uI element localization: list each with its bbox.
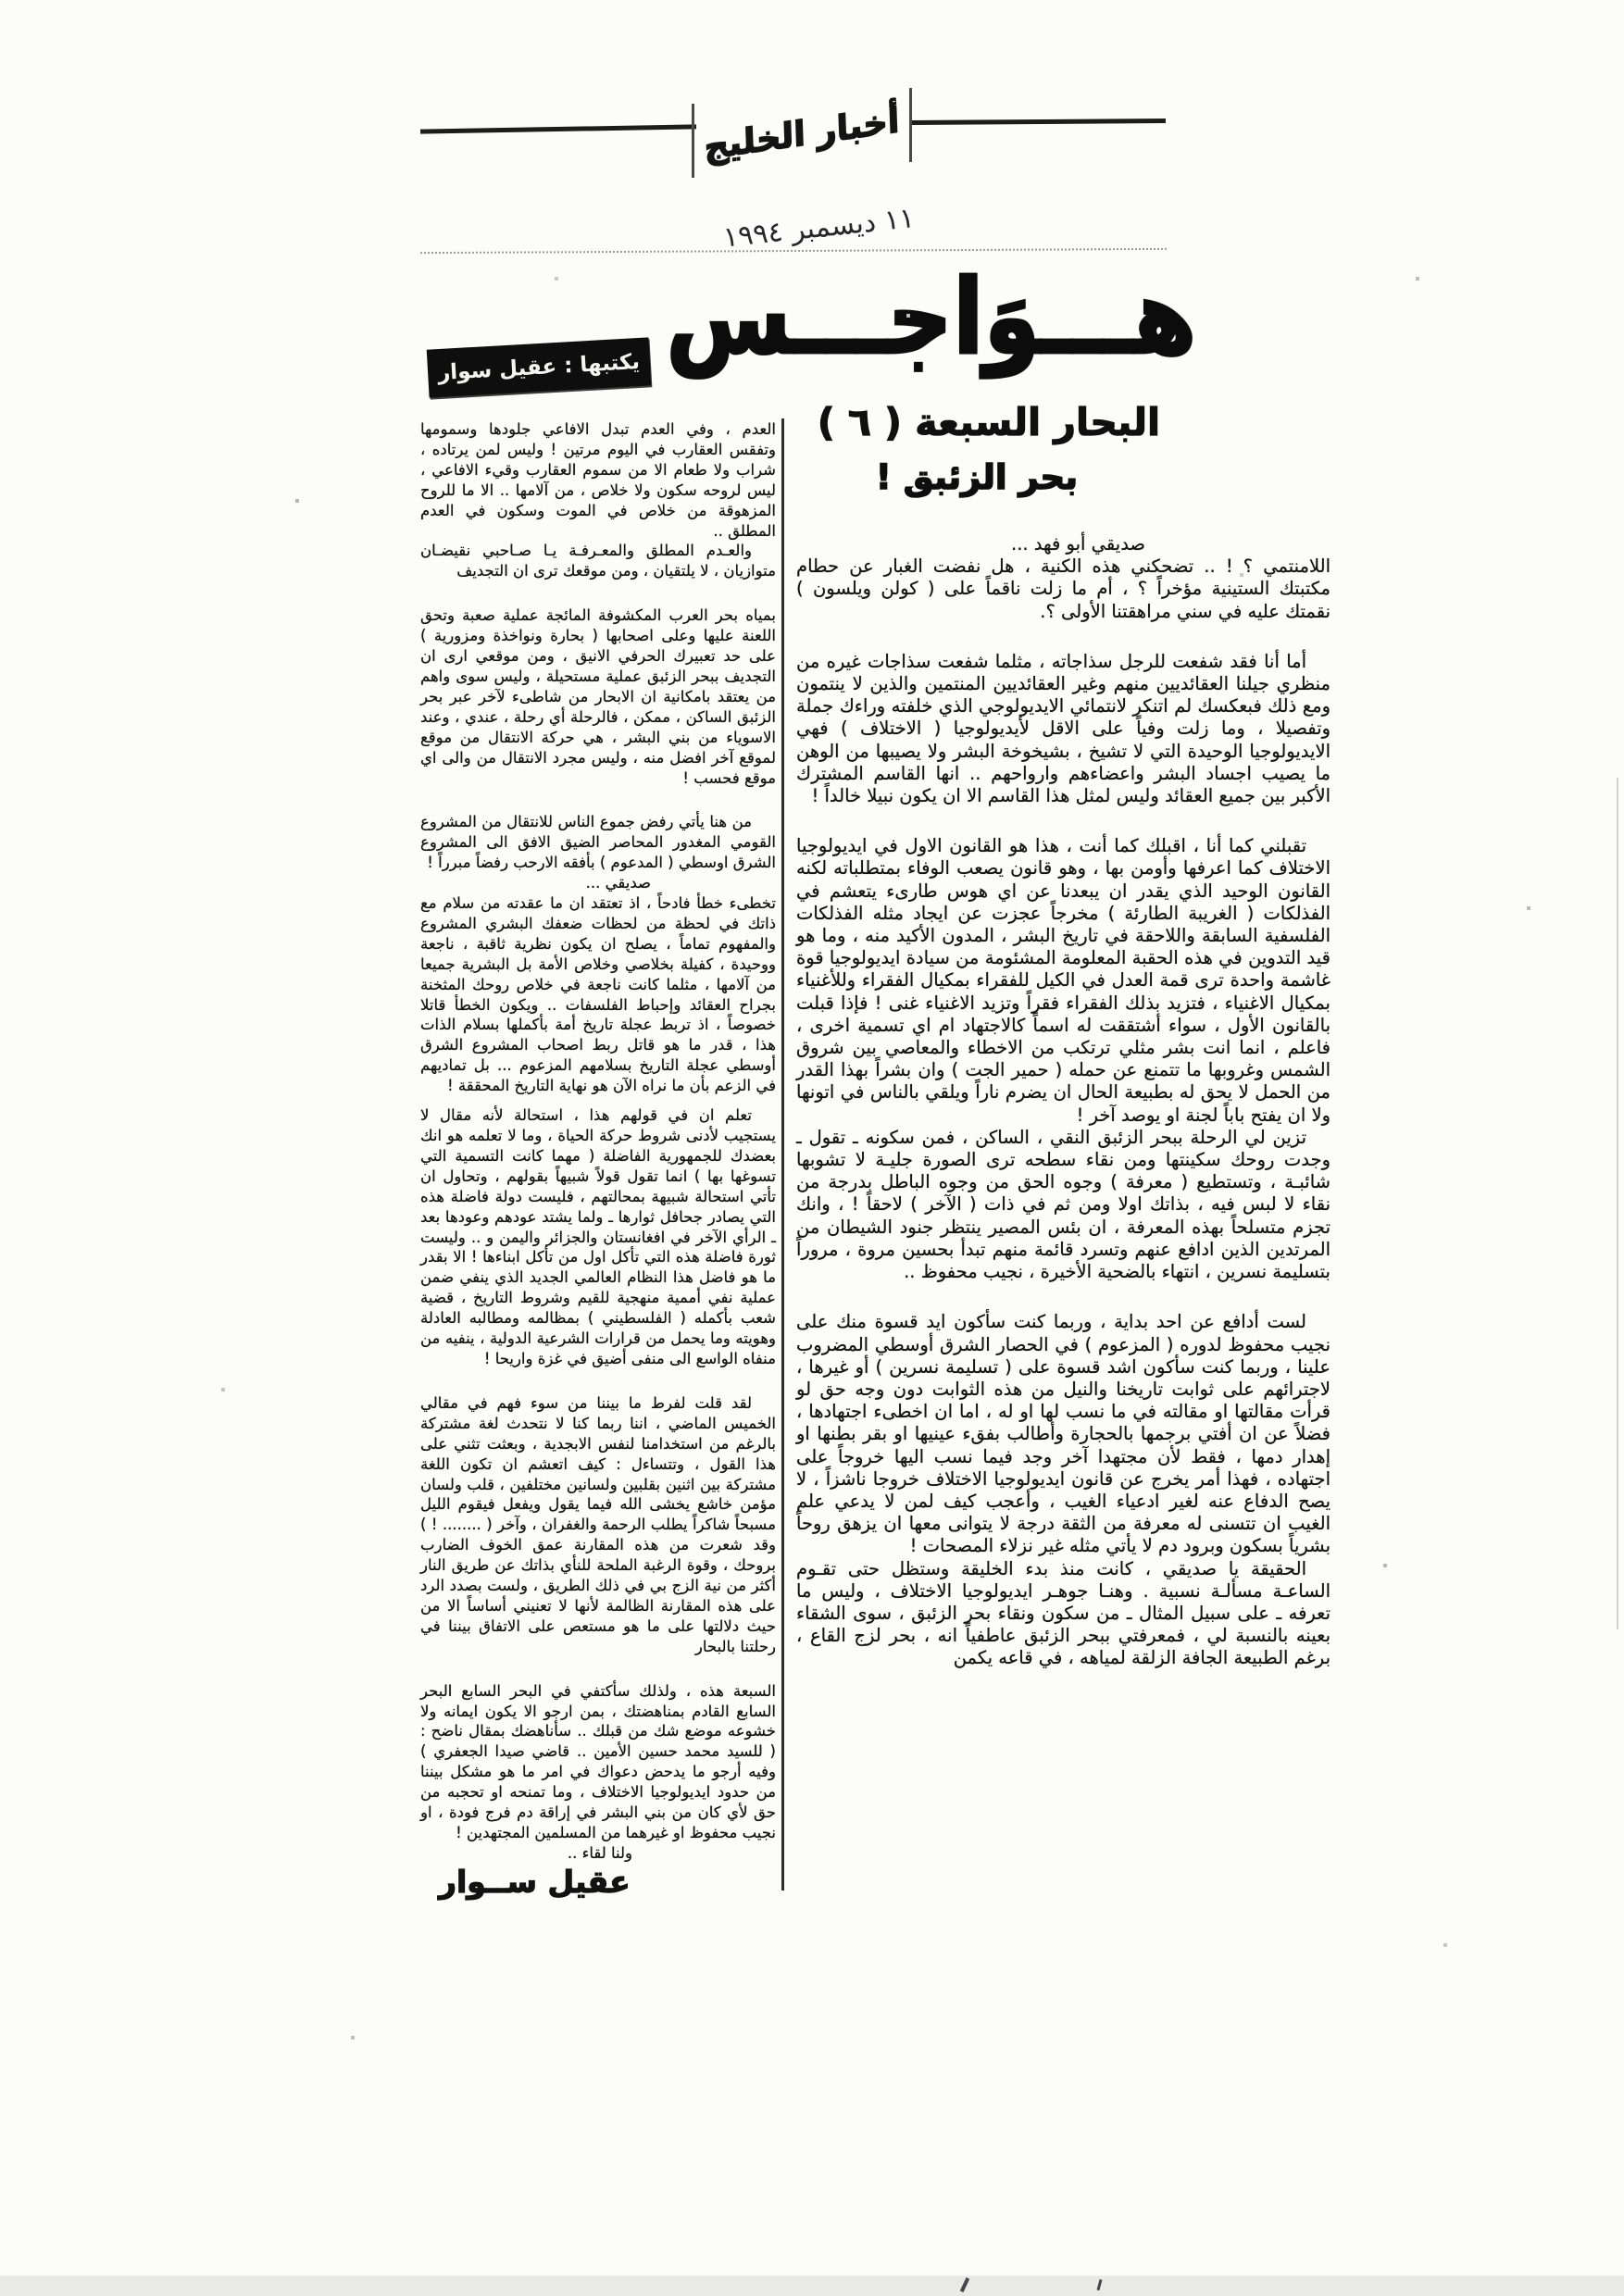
newspaper-logo: أخبار الخليج	[703, 99, 901, 168]
paragraph: صديقي ...	[585, 874, 651, 892]
paragraph: بمياه بحر العرب المكشوفة المائجة عملية صعبة وتحق اللعنة عليها وعلى اصحابها ( بحارة ونواخذة ومزورية ) على حد تعبيرك الحرفي الانيق ، ومن موقعي ارى ان التجديف ببحر الزئبق عملية مستحيلة ، وليس سوى واهم من يعتقد بامكانية ان الابحار من شاطىء لآخر عبر بحر الزئبق الساكن ، ممكن ، فالرحلة أي رحلة ، عندي ، وعند الاسوياء من بني البشر ، هي حركة الانتقال من موقع لموقع آخر افضل منه ، وليس مجرد الانتقال من والى اي موقع فحسب !	[420, 606, 776, 787]
paragraph: صديقي أبو فهد ...	[1011, 533, 1145, 555]
paragraph: اللامنتمي ؟ ! .. تضحكني هذه الكنية ، هل نفضت الغبار عن حطام مكتبتك الستينية مؤخراً ؟ ، أم ما زلت ناقماً على ( كولن ويلسون ) نقمتك عليه في سني مراهقتنا الأولى ؟.	[796, 555, 1330, 622]
series-title: البحار السبعة ( ٦ )	[817, 400, 1161, 444]
scan-bottom-edge	[0, 2276, 1624, 2296]
header-rule-left	[420, 124, 696, 133]
paragraph: أما أنا فقد شفعت للرجل سذاجاته ، مثلما شفعت سذاجات غيره من منظري جيلنا العقائديين منهم وغير العقائديين المنتمين والذين لا ينتمون ومع ذلك فبعكسك لم اتنكر لانتمائي الايديولوجي الذي خلفته وراءك جملة وتفصيلا ، وما زلت وفياً على الاقل لأيديولوجيا ( الاختلاف ) فهي الايديولوجيا الوحيدة التي لا تشيخ ، بشيخوخة البشر ولا يصيبها من الوهن ما يصيب اجساد البشر واعضاءهم وارواحهم .. انها القاسم المشترك الأكبر بين جميع العقائد وليس لمثل هذا القاسم الا ان يكون نبيلا خالداً !	[796, 650, 1330, 807]
article-right-column	[796, 533, 1330, 1670]
author-signature: عقيل ســوار	[439, 1863, 631, 1900]
paragraph: والعـدم المطلق والمعـرفـة يـا صـاحبي نقيضـان متوازيان ، لا يلتقيان ، ومن موقعك ترى ان التجديف	[420, 542, 776, 580]
paragraph: السبعة هذه ، ولذلك سأكتفي في البحر السابع البحر السابع القادم بمناهضتك ، بمن ارجو الا يكون ايمانه ولا خشوعه موضع شك من قبلك .. سأناهضك بمقال ناضح : ( للسيد محمد حسين الأمين .. قاضي صيدا الجعفري ) وفيه أرجو ما يدحض دعواك في امر ما هو مشكل بيننا من حدود ايديولوجيا الاختلاف ، وما تمنحه او تحجبه من حق لأي كان من بني البشر في إراقة دم فرج فودة ، او نجيب محفوظ او غيرهما من المسلمين المجتهدين !	[420, 1681, 776, 1841]
column-title: هـــوَاجـــس	[666, 256, 1197, 378]
masthead-right-edge	[909, 88, 912, 162]
handwritten-date: ١١ ديسمبر ١٩٩٤	[721, 202, 917, 255]
article-left-column	[420, 419, 776, 1901]
paragraph: تقبلني كما أنا ، اقبلك كما أنت ، هذا هو القانون الاول في ايديولوجيا الاختلاف كما اعرفها وأومن بها ، وهو قانون يصعب الوفاء بمتطلباته لكنه القانون الوحيد الذي يقدر ان يبعدنا عن اي هوس طارىء يتعشم في الفذلكات ( الغريبة الطارئة ) مخرجاً عجزت عن ايجاد مثله الفذلكات الفلسفية السابقة واللاحقة في تاريخ البشر ، المدون الأكيد منه ، وما هو قيد التدوين في هذه الحقبة المعلومة المشئومة من سيادة ايديولوجيا قوة غاشمة واحدة ترى قمة العدل في الكيل للفقراء بمكيال الفقراء وللأغنياء بمكيال الاغنياء ، فتزيد بذلك الفقراء فقراً وتزيد الاغنياء غنى ! فإذا قبلت بالقانون الأول ، سواء أشتققت له اسماً كالاجتهاد ام اي تسمية اخرى ، فاعلم ، انما انت بشر مثلي ترتكب من الاخطاء والمعاصي بين شروق الشمس وغروبها ما تتمنع عن حمله ( حمير الجت ) وان بشراً بهذا القدر من الحمل لا يحق له بطبيعة الحال ان يضرم ناراً ويلقي بالناس في اتونها ولا ان يفتح باباً لجنة او يوصد آخر !	[796, 835, 1330, 1126]
article-title: بحر الزئبق !	[875, 457, 1079, 497]
paragraph: ولنا لقاء ..	[567, 1843, 632, 1862]
header-rule-right	[912, 119, 1166, 125]
paragraph: الحقيقة يا صديقي ، كانت منذ بدء الخليقة وستظل حتى تقـوم الساعـة مسألـة نسبية . وهنـا جوهـر ايديولوجيا الاختلاف ، وليس ما تعرفه ـ على سبيل المثال ـ من سكون ونقاء بحر الزئبق ، سوى الشقاء بعينه بالنسبة لي ، فمعرفتي ببحر الزئبق عاطفياً انه ، بحر لزج القاع ، برغم الطبيعة الجافة الزلقة لمياهه ، في قاعه يكمن	[796, 1557, 1330, 1669]
byline-text: يكتبها : عقيل سوار	[437, 349, 641, 386]
byline-box	[427, 337, 652, 397]
scan-right-edge-shadow	[1617, 778, 1618, 1629]
paragraph: لست أدافع عن احد بداية ، وربما كنت سأكون ايد قسوة منك على نجيب محفوظ لدوره ( المزعوم ) في الحصار الشرق أوسطي المضروب علينا ، وربما كنت سأكون اشد قسوة على ( تسليمة نسرين ) أو غيرها ، لاجترائهم على ثوابت تاريخنا والنيل من هذه الثوابت دون وجه حق لو قرأت مقالتها او مقالته في ما نسب لها او له ، اما ان اخطىء اجتهادها ، فضلاً عن ان أفتي برجمها بالحجارة وأطالب بفقء عينيها او بقر بطنها او إهدار دمها ، فقط لأن مجتهدا آخر وجد فيما نسب اليها خروجاً على اجتهاده ، فهذا أمر يخرج عن قانون ايديولوجيا الاختلاف خروجا ناشزاً ، لا يصح الدفاع عنه لغير ادعياء الغيب ، وأعجب كيف لمن لا يدعي علم الغيب ان تتسنى له معرفة من الثقة درجة لا يتوانى معها ان يزهق روحاً بشرياً بسكون وبرود دم لا يأتي مثله غير نزلاء المصحات !	[796, 1311, 1330, 1557]
left-column-paragraphs	[420, 419, 776, 1864]
paragraph: العدم ، وفي العدم تبدل الافاعي جلودها وسمومها وتفقس العقارب في اليوم مرتين ! وليس لمن يرتاده ، شراب ولا طعام الا من سموم العقارب وقيء الافاعي ، ليس لروحه سكون ولا خلاص ، من آلامها .. الا ما للروح المزهوقة من خلاص في الموت وسكون في العدم المطلق ..	[420, 420, 776, 540]
paragraph: تعلم ان في قولهم هذا ، استحالة لأنه مقال لا يستجيب لأدنى شروط حركة الحياة ، وما لا تعلمه هو انك بعضدك للجمهورية الفاضلة ( مهما كانت التسمية التي تسوغها بها ) انما تقول قولاً شبيهاً بقولهم ، وتحاول ان تأتي استحالة شبيهة بمحالتهم ، فليست دولة فاضلة هذه التي يصادر جحافل ثوارها ـ ولما يشتد عودهم وعودها بعد ـ الرأي الآخر في افغانستان والجزائر واليمن و .. وليست ثورة فاضلة هذه التي تأكل اول من تأكل ابناءها ! الا بقدر ما هو فاضل هذا النظام العالمي الجديد الذي ينفي ضمن عملية نفي أممية منهجية للقيم وشروط التاريخ ، قضية شعب بأكمله ( الفلسطيني ) بمظالمه ومطالبه العادلة وهويته وما يحمل من قرارات الشرعية الدولية ، ينفيه من منفاه الواسع الى منفى أضيق في غزة واريحا !	[420, 1106, 776, 1367]
paragraph: تخطىء خطأ فادحاً ، اذ تعتقد ان ما عقدته من سلام مع ذاتك في لحظة من لحظات ضعفك البشري المشروع والمفهوم تماماً ، يصلح ان يكون نظرية ثاقبة ، ناجعة ووحيدة ، كفيلة بخلاصي وخلاص الأمة بل البشرية جميعا من آلامها ، مثلما كانت ناجعة في خلاص روحك المثخنة بجراح العقائد وإحباط الفلسفات .. ويكون الخطأ قاتلا خصوصاً ، اذ تربط عجلة تاريخ أمة بأكملها بسلام الذات هذا ، قدر ما هو قاتل ربط اصحاب المشروع الشرق أوسطي عجلة التاريخ بسلامهم المزعوم ... بل تماديهم في الزعم بأن ما نراه الآن هو نهاية التاريخ المحققة !	[420, 894, 776, 1095]
column-divider-rule	[781, 418, 784, 1890]
scan-speckles	[0, 0, 2, 2]
paragraph: لقد قلت لفرط ما بيننا من سوء فهم في مقالي الخميس الماضي ، اننا ربما كنا لا نتحدث لغة مشتركة بالرغم من استخدامنا لنفس الابجدية ، وبعثت تثني على هذا القول ، وتتساءل : كيف اتعشم ان تكون اللغة مشتركة بين اثنين بقلبين ولسانين مختلفين ، قلب ولسان مؤمن خاشع يخشى الله فيما يقول ويفعل فيقوم الليل مسبحاً شاكراً يطلب الرحمة والغفران ، وآخر ( ........ ! ) وقد شعرت من هذه المقارنة عمق الخوف الضارب بروحك ، وقوة الرغبة الملحة للنأي بذاتك عن طريق النار أكثر من نية الزج بي في ذلك الطريق ، ولست بصدد الرد على هذه المقارنة الظالمة لأنها لا تعنيني أساساً الا من حيث دلالتها على ما هو مستعص على الاتفاق بيننا في رحلتنا بالبحار	[420, 1393, 776, 1655]
paragraph: تزين لي الرحلة ببحر الزئبق النقي ، الساكن ، فمن سكونه ـ تقول ـ وجدت روحك سكينتها ومن نقاء سطحه ترى الصورة جليـة لا تشوبها شائبـة ، وتستطيع ( معرفة ) وجوه الحق من وجوه الباطل بدرجة من نقاء لا لبس فيه ، بذاتك اولا ومن ثم في ذات ( الآخر ) لاحقاً ! ، وانك تجزم متسلحاً بهذه المعرفة ، ان بئس المصير ينتظر جنود الشيطان من المرتدين الذين ادافع عنهم وتسرد قائمة منهم تبدأ بحسين مروة ، مروراً بتسليمة نسرين ، انتهاء بالضحية الأخيرة ، نجيب محفوظ ..	[796, 1126, 1330, 1283]
paragraph: من هنا يأتي رفض جموع الناس للانتقال من المشروع القومي المغدور المحاصر الضيق الافق الى المشروع الشرق اوسطي ( المدعوم ) بأفقه الارحب رفضاً مبرراً !	[420, 813, 776, 872]
